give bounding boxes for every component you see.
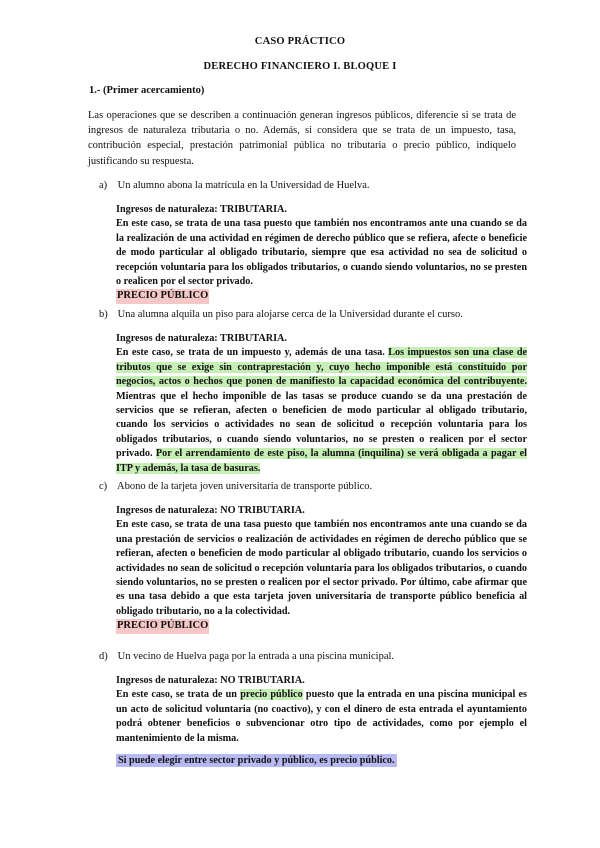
item-b-text: Una alumna alquila un piso para alojarse cerca de la Universidad durante el curso. (117, 309, 463, 320)
item-c-letter: c) (99, 481, 108, 492)
item-a-text: Un alumno abona la matrícula en la Universidad de Huelva. (117, 180, 370, 191)
item-a-letter: a) (99, 180, 108, 191)
answer-a-head: Ingresos de naturaleza: TRIBUTARIA. (116, 204, 287, 215)
answer-d (116, 674, 527, 746)
item-d-letter: d) (99, 651, 108, 662)
answer-c-body: En este caso, se trata de una tasa puesto que también nos encontramos ante una cuando se da una prestación de servicios o realización de actividades en régimen de derecho público que se refieran, afecten o beneficien de modo particular al obligado tributario, cuando los servicios o actividades no sean de solicitud o recepción voluntaria para los obligados tributarios, o cuando siendo voluntarios, no se presten o realicen por el sector privado. Por último, cabe afirmar que es una tasa debido a que esta tarjeta joven universitaria de transporte público beneficia al obligado tributario, no a la colectividad. (116, 519, 527, 617)
answer-b (116, 332, 527, 476)
item-b (99, 309, 463, 320)
item-c (99, 481, 372, 492)
answer-d-body-post: puesto que la entrada en una piscina municipal es un acto de solicitud voluntaria (no coactivo), y con el dinero de esta entrada el ayuntamiento podrá obtener beneficios o subvencionar otro tipo de actividades, como por ejemplo el mantenimiento de la misma. (116, 689, 528, 744)
doc-title: CASO PRÁCTICO (254, 36, 346, 47)
answer-a-body: En este caso, se trata de una tasa puesto que también nos encontramos ante una cuando se da la realización de una actividad en régimen de derecho público que se refiera, afecte o beneficie de modo particular al obligado tributario, siempre que esa actividad no sea de solicitud o recepción voluntaria para los obligados tributarios, o cuando siendo voluntarios, no se presten o realicen por el sector privado. (116, 218, 527, 288)
answer-b-body3: Mientras que el hecho imponible de las tasas se produce cuando se da una prestación de servicios que se refieran, afecten o beneficien de modo particular al obligado tributario, cuando los servicios o actividades no sean de solicitud o recepción voluntaria para los obligados tributarios, o cuando siendo voluntarios, no se presten o realicen por el sector privado. (116, 390, 527, 460)
item-b-letter: b) (99, 309, 108, 320)
intro-paragraph: Las operaciones que se describen a continuación generan ingresos públicos, diferencie si se trata de ingresos de naturaleza tributaria o no. Además, si considera que se trata de un impuesto, tasa, contribución especial, prestación patrimonial pública no tributaria o precio público, indíquelo justificando su respuesta. (88, 110, 516, 167)
answer-a-tag: PRECIO PÚBLICO (116, 289, 209, 303)
answer-b-body1: En este caso, se trata de un impuesto y, además de una tasa. (116, 347, 385, 359)
final-note-text: Si puede elegir entre sector privado y público, es precio público. (118, 755, 395, 766)
item-a (99, 180, 370, 191)
item-d (99, 651, 394, 662)
answer-a (116, 203, 527, 304)
item-d-text: Un vecino de Huelva paga por la entrada a una piscina municipal. (117, 651, 395, 662)
answer-d-body-pre: En este caso, se trata de un (116, 689, 237, 701)
answer-d-body-highlight: precio público (240, 689, 303, 701)
answer-d-head: Ingresos de naturaleza: NO TRIBUTARIA. (116, 675, 305, 686)
answer-b-head: Ingresos de naturaleza: TRIBUTARIA. (116, 333, 287, 344)
answer-b-body4: Por el arrendamiento de este piso, la alumna (inquilina) se verá obligada a pagar el ITP y además, la tasa de basuras. (116, 448, 528, 474)
answer-b-body2: Los impuestos son una clase de tributos que se exige sin contraprestación y, cuyo hecho imponible está constituido por negocios, actos o hechos que ponen de manifiesto la capacidad económica del contribuyente. (116, 347, 528, 388)
item-c-text: Abono de la tarjeta joven universitaria de transporte público. (117, 481, 373, 492)
answer-c (116, 504, 527, 634)
doc-subtitle: DERECHO FINANCIERO I. BLOQUE I (203, 61, 397, 72)
final-note (116, 755, 397, 766)
answer-c-tag: PRECIO PÚBLICO (116, 619, 209, 633)
answer-c-head: Ingresos de naturaleza: NO TRIBUTARIA. (116, 505, 305, 516)
section-heading: 1.- (Primer acercamiento) (89, 85, 205, 96)
